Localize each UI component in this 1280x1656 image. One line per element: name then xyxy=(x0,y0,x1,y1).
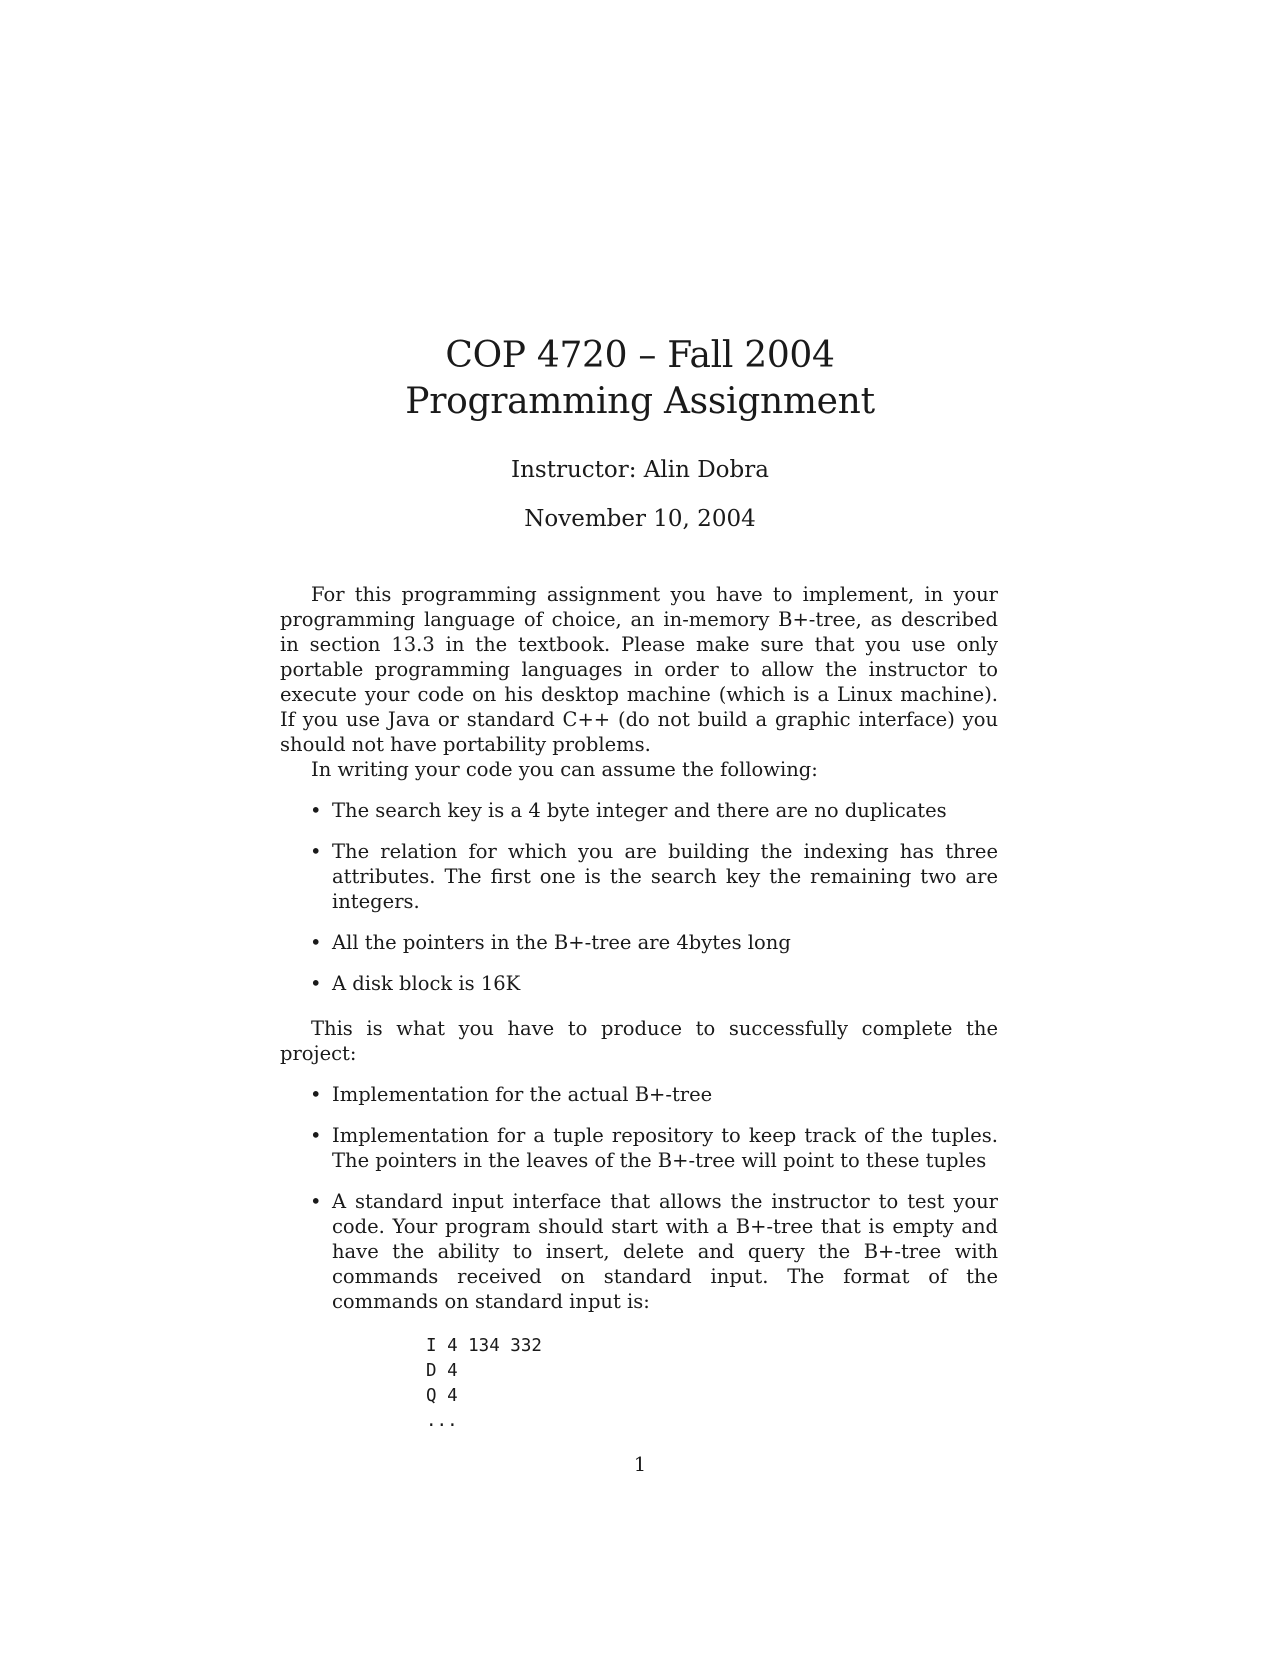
page-number: 1 xyxy=(633,1453,647,1476)
bullet-icon: • xyxy=(310,840,322,863)
list-item xyxy=(280,1123,998,1173)
assumptions-intro: In writing your code you can assume the following: xyxy=(311,758,818,781)
list-item-text: The search key is a 4 byte integer and there are no duplicates xyxy=(332,799,947,822)
command-format-code-block xyxy=(426,1334,998,1434)
code-line: Q 4 xyxy=(426,1386,458,1406)
document-title-line-1: COP 4720 – Fall 2004 xyxy=(445,335,835,376)
date-line: November 10, 2004 xyxy=(524,506,756,532)
deliverables-list xyxy=(280,1082,998,1434)
deliverables-intro: This is what you have to produce to successfully complete the project: xyxy=(280,1017,998,1065)
list-item-text: The relation for which you are building the indexing has three attributes. The first one is the search key the remaining two are integers. xyxy=(332,840,998,913)
list-item xyxy=(280,1082,998,1107)
bullet-icon: • xyxy=(310,799,322,822)
bullet-icon: • xyxy=(310,931,322,954)
bullet-icon: • xyxy=(310,1190,322,1213)
bullet-icon: • xyxy=(310,1124,322,1147)
intro-paragraph: For this programming assignment you have to implement, in your programming language of choice, an in-memory B+-tree, as described in section 13.3 in the textbook. Please make sure that you use only portable programming languages in order to allow the instructor to execute your code on his desktop machine (which is a Linux machine). If you use Java or standard C++ (do not build a graphic interface) you should not have portability problems. xyxy=(280,583,998,756)
assumptions-list xyxy=(280,798,998,996)
document-title-line-2: Programming Assignment xyxy=(405,381,875,422)
code-line: ... xyxy=(426,1411,458,1431)
list-item xyxy=(280,971,998,996)
list-item xyxy=(280,1189,998,1434)
code-line: I 4 134 332 xyxy=(426,1336,542,1356)
list-item-text: A standard input interface that allows the instructor to test your code. Your program should start with a B+-tree that is empty and have the ability to insert, delete and query the B+-tree with commands received on standard input. The format of the commands on standard input is: xyxy=(332,1190,998,1313)
list-item-text: Implementation for the actual B+-tree xyxy=(332,1083,713,1106)
document-body xyxy=(280,582,998,1450)
bullet-icon: • xyxy=(310,972,322,995)
list-item-text: All the pointers in the B+-tree are 4bytes long xyxy=(332,931,791,954)
title-block xyxy=(0,333,1280,534)
list-item xyxy=(280,798,998,823)
author-line: Instructor: Alin Dobra xyxy=(511,457,769,483)
list-item-text: Implementation for a tuple repository to keep track of the tuples. The pointers in the leaves of the B+-tree will point to these tuples xyxy=(332,1124,998,1172)
list-item xyxy=(280,839,998,914)
code-line: D 4 xyxy=(426,1361,458,1381)
list-item-text: A disk block is 16K xyxy=(332,972,521,995)
bullet-icon: • xyxy=(310,1083,322,1106)
list-item xyxy=(280,930,998,955)
